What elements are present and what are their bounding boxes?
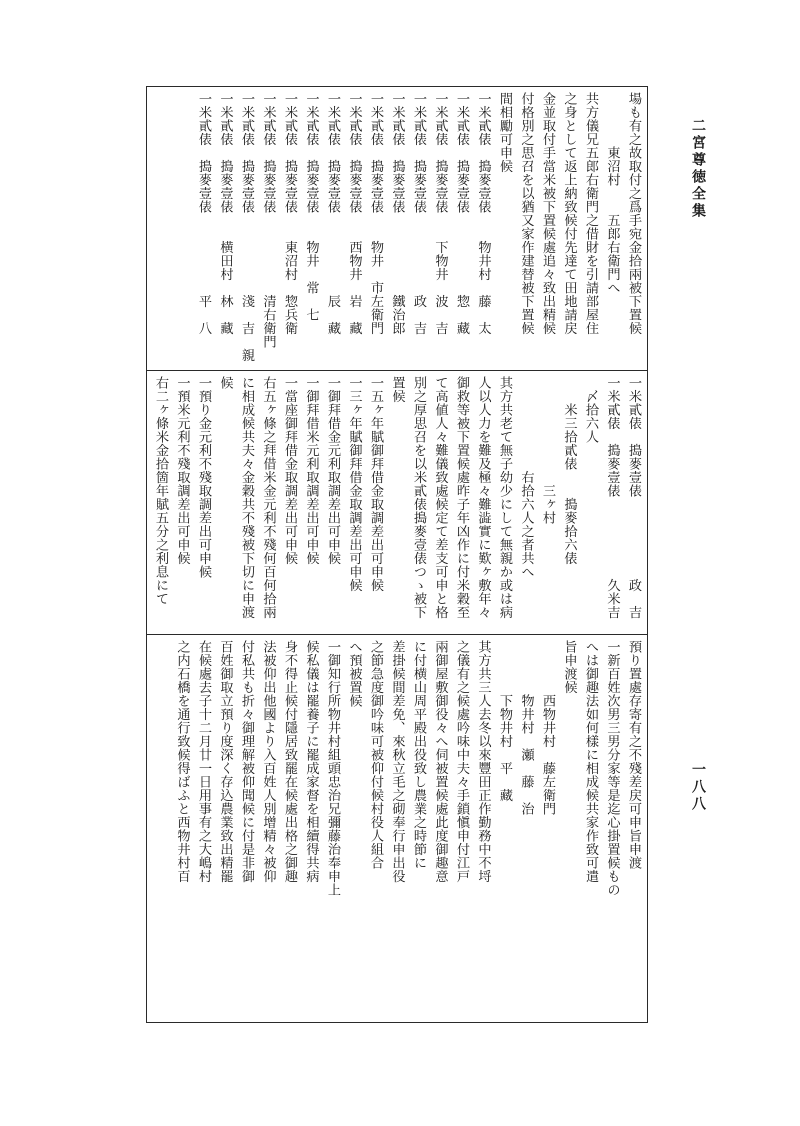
text-line: 場も有之故取付之爲手宛金拾兩被下置候 xyxy=(626,92,641,335)
text-line: 三ヶ村 xyxy=(540,376,555,525)
text-line: 一米貳俵 搗麥壹俵 惣 藏 xyxy=(454,92,469,335)
text-line: 一當座御拜借金取調差出可申候 xyxy=(282,376,297,565)
text-line: 一米貳俵 搗麥壹俵 清右衛門 xyxy=(260,92,276,349)
text-line: 一米貳俵 搗麥壹俵 辰 藏 xyxy=(325,92,340,335)
text-line: 一米貳俵 搗麥壹俵 久米吉 xyxy=(604,376,620,619)
section-rule-2 xyxy=(146,634,648,635)
text-line: 一米貳俵 搗麥壹俵 東沼村 惣兵衛 xyxy=(282,92,297,335)
text-line: 其方共三人去冬以來豐田正作勤務中不埒 xyxy=(475,640,491,883)
text-line: 百姓御取立預り度深く存込農業致出精罷 xyxy=(217,640,233,883)
text-line: 其方共老て無子幼少にして無親か或は病 xyxy=(497,376,512,619)
text-line: に付横山周平殿出役致し農業之時節に xyxy=(411,640,426,870)
text-line: 一御知行所物井村組頭忠治兄彌藤治奉申上 xyxy=(325,640,340,897)
text-line: 一米貳俵 搗麥壹俵 物井 市左衛門 xyxy=(368,92,383,335)
text-line: 一米貳俵 搗麥壹俵 政 吉 xyxy=(626,376,641,619)
text-line: 在候處去子十二月廿一日用事有之大嶋村 xyxy=(196,640,211,883)
text-line: 間相勵可申候 xyxy=(497,92,512,173)
text-line: 一米貳俵 搗麥壹俵 下物井 波 吉 xyxy=(432,92,448,335)
text-line: 身不得止候付隱居致罷在候處出格之御趣 xyxy=(282,640,297,883)
text-line: 共方儀兄五郎右衛門之借財を引請部屋住 xyxy=(583,92,598,335)
text-line: 米三拾貳俵 搗麥拾六俵 xyxy=(561,376,577,565)
text-line: 一米貳俵 搗麥壹俵 物井村 藤 太 xyxy=(475,92,491,335)
page-number: 一八八 xyxy=(690,762,706,813)
text-line: 東沼村 五郎右衛門へ xyxy=(604,92,620,295)
text-line: 右拾六人之者共へ xyxy=(518,376,534,579)
text-section-middle xyxy=(150,376,644,628)
text-line: 旨申渡候 xyxy=(561,640,577,694)
text-line: 之内石橋を通行致候得ばふと西物井村百 xyxy=(174,640,190,883)
text-line: 人以人力を難及極々難澁實に歎ヶ敷年々 xyxy=(475,376,491,619)
text-line: 一預り金元利不殘取調差出可申候 xyxy=(196,376,211,579)
section-rule-1 xyxy=(146,370,648,371)
text-line: 付格別之思召を以猶又家作建替被下置候 xyxy=(518,92,534,335)
text-line: 一預米元利不殘取調差出可申候 xyxy=(174,376,190,565)
text-line: 〆拾六人 xyxy=(583,376,598,444)
text-line: 一五ヶ年賦御拜借金取調差出可申候 xyxy=(368,376,383,592)
text-line: へ預被置候 xyxy=(346,640,362,708)
text-line: 一米貳俵 搗麥壹俵 鐵治郎 xyxy=(389,92,405,335)
text-line: 物井村 瀬 藤 治 xyxy=(518,640,534,816)
text-line: 一米貳俵 搗麥壹俵 平 八 xyxy=(196,92,211,335)
text-line: 下物井村 平 藏 xyxy=(497,640,512,802)
text-line: 預り置處存寄有之不殘差戻可申旨申渡 xyxy=(626,640,641,870)
text-line: て高値人々難儀致處候定て差支可申と格 xyxy=(432,376,448,619)
text-line: 一御拜借金元利取調差出可申候 xyxy=(325,376,340,565)
text-line: 一米貳俵 搗麥壹俵 淺 吉 親 xyxy=(239,92,254,362)
text-line: 一米貳俵 搗麥壹俵 政 吉 xyxy=(411,92,426,335)
text-line: へは御趣法如何樣に相成候共家作致可遣 xyxy=(583,640,598,883)
text-line: 付私共も折々御理解被仰聞候に付是非御 xyxy=(239,640,254,883)
text-line: 金並取付手當米被下置候處追々致出精候 xyxy=(540,92,555,335)
text-line: 兩御屋敷御役々へ伺被置候處此度御趣意 xyxy=(432,640,448,883)
text-line: 一新百姓次男三男分家等是迄心掛置候もの xyxy=(604,640,620,897)
text-line: 一三ヶ年賦御拜借金取調差出可申候 xyxy=(346,376,362,592)
text-line: 法被仰出他國より入百姓人別增精々被仰 xyxy=(260,640,276,883)
text-line: 一米貳俵 搗麥壹俵 物井 常 七 xyxy=(303,92,319,322)
text-line: 右五ヶ條之拜借米金元利不殘何百何拾兩 xyxy=(260,376,276,619)
text-section-top xyxy=(150,92,644,364)
text-line: 一米貳俵 搗麥壹俵 横田村 林 藏 xyxy=(217,92,233,335)
text-line: 一米貳俵 搗麥壹俵 西物井 岩 藏 xyxy=(346,92,362,335)
text-line: 一御拜借米元利取調差出可申候 xyxy=(303,376,319,565)
text-line: 差掛候間差免、來秋立毛之砌奉行申出役 xyxy=(389,640,405,883)
text-line: 之節急度御吟味可被仰付候村役人組合 xyxy=(368,640,383,870)
text-section-bottom xyxy=(150,640,644,1018)
text-line: 之儀有之候處吟味中夫々手鎖愼申付江戸 xyxy=(454,640,469,883)
text-line: 候私儀は罷養子に罷成家督を相續得共病 xyxy=(303,640,319,883)
text-line: 右二ヶ條米金拾箇年賦五分之利息にて xyxy=(153,376,168,606)
text-line: 別之厚思召を以米貳俵搗麥壹俵つゝ被下 xyxy=(411,376,426,619)
book-title: 二宮尊徳全集 xyxy=(690,118,706,220)
text-line: 置候 xyxy=(389,376,405,403)
text-line: に相成候共夫々金穀共不殘被下切に申渡候 xyxy=(217,376,254,619)
text-line: 御救等被下置候處昨子年凶作に付米穀至 xyxy=(454,376,469,619)
text-line: 西物井村 藤左衛門 xyxy=(540,640,555,816)
text-line: 之身として返上納致候付先達て田地請戻 xyxy=(561,92,577,335)
